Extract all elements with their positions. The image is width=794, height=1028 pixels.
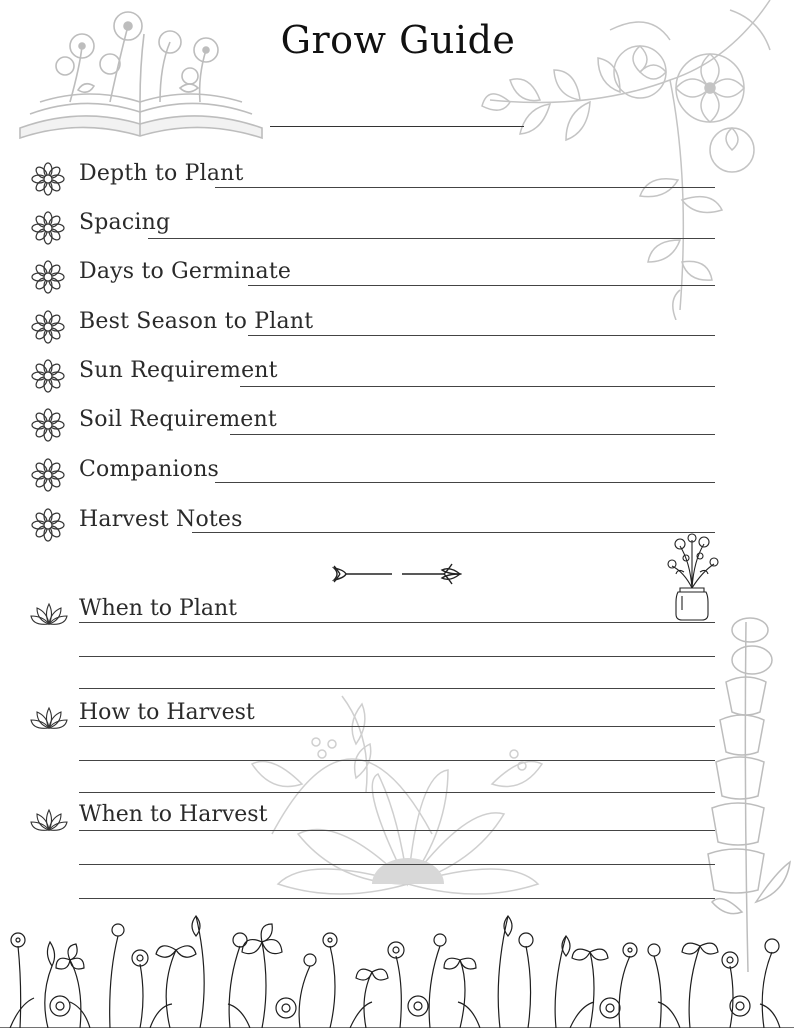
field-soil-requirement[interactable] — [30, 404, 716, 440]
writing-line[interactable] — [79, 760, 715, 761]
lotus-icon — [30, 806, 68, 836]
flower-icon — [30, 507, 66, 543]
writing-line[interactable] — [79, 726, 715, 727]
field-label: Days to Germinate — [79, 259, 292, 284]
answer-line[interactable] — [230, 434, 715, 435]
lotus-icon — [30, 600, 68, 630]
answer-line[interactable] — [192, 532, 715, 533]
section-how-to-harvest[interactable] — [30, 700, 716, 796]
answer-line[interactable] — [148, 238, 715, 239]
answer-line[interactable] — [248, 285, 715, 286]
writing-line[interactable] — [79, 656, 715, 657]
writing-line[interactable] — [79, 864, 715, 865]
title-underline — [270, 126, 524, 127]
section-label: When to Plant — [79, 596, 238, 621]
field-depth-to-plant[interactable] — [30, 158, 716, 194]
writing-line[interactable] — [79, 688, 715, 689]
flower-icon — [30, 259, 66, 295]
arrow-divider-icon — [332, 562, 462, 586]
flower-icon — [30, 309, 66, 345]
field-label: Sun Requirement — [79, 358, 278, 383]
field-label: Soil Requirement — [79, 407, 277, 432]
flower-icon — [30, 358, 66, 394]
writing-line[interactable] — [79, 792, 715, 793]
answer-line[interactable] — [215, 482, 715, 483]
flower-icon — [30, 161, 66, 197]
lotus-icon — [30, 704, 68, 734]
field-companions[interactable] — [30, 454, 716, 490]
field-label: Harvest Notes — [79, 507, 243, 532]
field-label: Companions — [79, 457, 220, 482]
field-label: Spacing — [79, 210, 171, 235]
answer-line[interactable] — [215, 187, 715, 188]
section-label: How to Harvest — [79, 700, 255, 725]
flower-icon — [30, 407, 66, 443]
field-days-to-germinate[interactable] — [30, 256, 716, 292]
writing-line[interactable] — [79, 622, 715, 623]
section-when-to-plant[interactable] — [30, 596, 716, 692]
field-sun-requirement[interactable] — [30, 355, 716, 391]
writing-line[interactable] — [79, 830, 715, 831]
answer-line[interactable] — [240, 386, 715, 387]
answer-line[interactable] — [248, 335, 715, 336]
field-best-season-to-plant[interactable] — [30, 306, 716, 342]
section-label: When to Harvest — [79, 802, 268, 827]
wildflower-border-illustration — [0, 876, 794, 1028]
field-label: Best Season to Plant — [79, 309, 314, 334]
open-book-flowers-illustration — [10, 6, 272, 146]
field-spacing[interactable] — [30, 207, 716, 243]
field-harvest-notes[interactable] — [30, 504, 716, 540]
flower-icon — [30, 210, 66, 246]
field-label: Depth to Plant — [79, 161, 244, 186]
flower-icon — [30, 457, 66, 493]
page-title: Grow Guide — [280, 18, 516, 62]
